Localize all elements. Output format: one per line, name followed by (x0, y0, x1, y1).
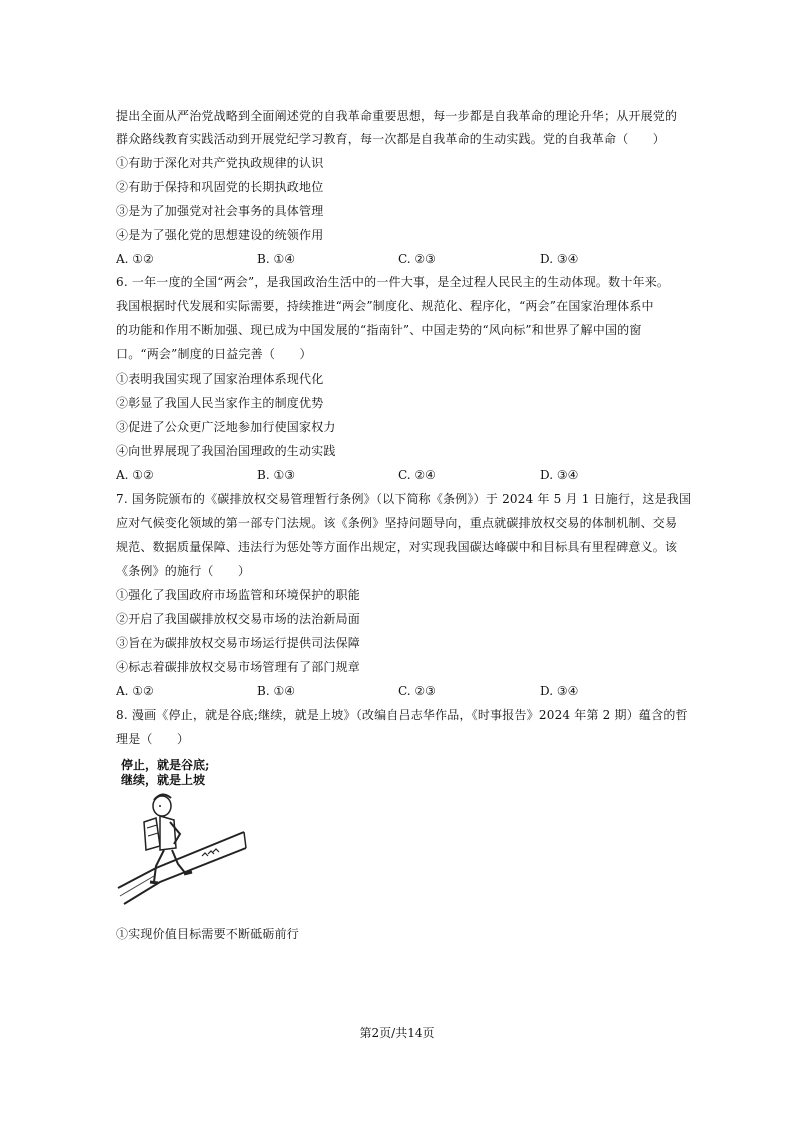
q7-option-d[interactable]: D. ③④ (540, 684, 579, 698)
q5-statement-2: ②有助于保持和巩固党的长期执政地位 (116, 180, 324, 194)
q7-option-b[interactable]: B. ①④ (257, 684, 295, 698)
q6-stem-line-2: 我国根据时代发展和实际需要，持续推进“两会”制度化、规范化、程序化，“两会”在国家治理体系中 (116, 299, 654, 313)
q7-statement-2: ②开启了我国碳排放权交易市场的法治新局面 (116, 612, 361, 626)
q6-stem-line-3: 的功能和作用不断加强、现已成为中国发展的“指南针”、中国走势的“风向标”和世界了解中国的窗 (116, 323, 642, 337)
q5-options (116, 251, 686, 267)
q7-stem-line-3: 规范、数据质量保障、违法行为惩处等方面作出规定，对实现我国碳达峰碳中和目标具有里程碑意义。该 (116, 540, 678, 554)
q7-stem-line-2: 应对气候变化领域的第一部专门法规。该《条例》坚持问题导向，重点就碳排放权交易的体制机制、交易 (116, 516, 678, 530)
q5-option-a[interactable]: A. ①② (116, 252, 154, 266)
q6-option-c[interactable]: C. ②④ (398, 468, 436, 482)
q6-statement-1: ①表明我国实现了国家治理体系现代化 (116, 372, 324, 386)
q7-stem-line-4: 《条例》的施行（ ） (116, 564, 251, 578)
q8-stem-line-2: 理是（ ） (116, 732, 190, 746)
q6-option-a[interactable]: A. ①② (116, 468, 154, 482)
q5-statement-4: ④是为了强化党的思想建设的统领作用 (116, 228, 324, 242)
q6-option-d[interactable]: D. ③④ (540, 468, 579, 482)
q7-option-a[interactable]: A. ①② (116, 684, 154, 698)
q5-stem-line-1: 提出全面从严治党战略到全面阐述党的自我革命重要思想，每一步都是自我革命的理论升华；从开展党的 (116, 109, 678, 123)
q7-option-c[interactable]: C. ②③ (398, 684, 436, 698)
q6-statement-4: ④向世界展现了我国治国理政的生动实践 (116, 444, 336, 458)
q7-statement-3: ③旨在为碳排放权交易市场运行提供司法保障 (116, 636, 361, 650)
cartoon-climbing-figure (116, 756, 248, 918)
cartoon-drawing (116, 756, 248, 918)
page-footer: 第2页/共14页 (359, 1026, 435, 1040)
q8-statement-1: ①实现价值目标需要不断砥砺前行 (116, 927, 300, 941)
cartoon-caption-line-1: 停止，就是谷底; (121, 758, 210, 772)
q7-stem-line-1: 7. 国务院颁布的《碳排放权交易管理暂行条例》（以下简称《条例》）于 2024 年 5 月 1 日施行，这是我国 (116, 492, 692, 506)
q7-statement-4: ④标志着碳排放权交易市场管理有了部门规章 (116, 660, 361, 674)
q7-options (116, 683, 686, 699)
q5-option-d[interactable]: D. ③④ (540, 252, 579, 266)
q5-stem-line-2: 群众路线教育实践活动到开展党纪学习教育，每一次都是自我革命的生动实践。党的自我革命（ ） (116, 132, 666, 146)
q6-option-b[interactable]: B. ①③ (257, 468, 295, 482)
q6-stem-line-1: 6. 一年一度的全国“两会”，是我国政治生活中的一件大事，是全过程人民民主的生动体现。数十年来。 (116, 275, 670, 289)
q7-statement-1: ①强化了我国政府市场监管和环境保护的职能 (116, 588, 361, 602)
q6-statement-2: ②彰显了我国人民当家作主的制度优势 (116, 396, 324, 410)
q5-option-b[interactable]: B. ①④ (257, 252, 295, 266)
q5-statement-3: ③是为了加强党对社会事务的具体管理 (116, 204, 324, 218)
q6-stem-line-4: 口。“两会”制度的日益完善（ ） (116, 347, 312, 361)
q6-statement-3: ③促进了公众更广泛地参加行使国家权力 (116, 420, 336, 434)
q5-statement-1: ①有助于深化对共产党执政规律的认识 (116, 156, 324, 170)
q8-stem-line-1: 8. 漫画《停止，就是谷底;继续，就是上坡》（改编自吕志华作品，《时事报告》2024 年第 2 期）蕴含的哲 (116, 708, 688, 722)
cartoon-caption-line-2: 继续，就是上坡 (121, 773, 206, 787)
q5-option-c[interactable]: C. ②③ (398, 252, 436, 266)
q6-options (116, 467, 686, 483)
